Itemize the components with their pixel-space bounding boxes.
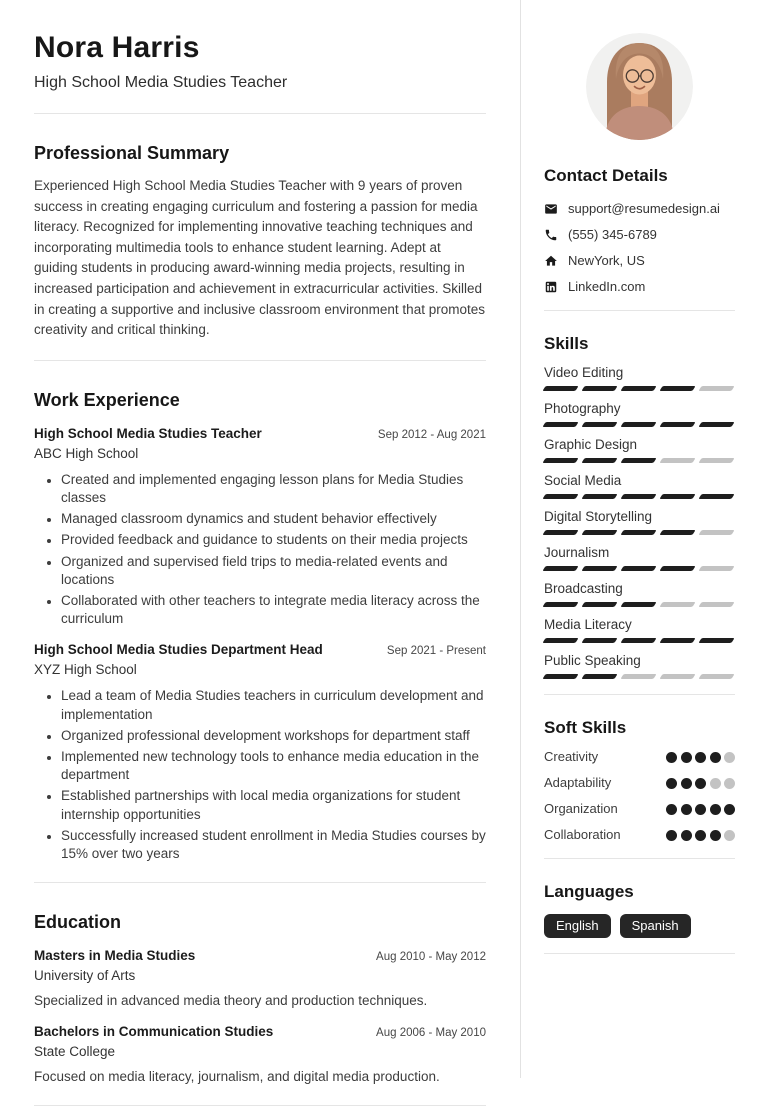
skill-segment-filled [581,602,617,607]
avatar [586,33,693,140]
skill-segment-filled [698,638,734,643]
dot-filled [695,804,706,815]
bullet-item: • Created and implemented engaging lesson plans for Media Studies classes [61,471,486,507]
skill-level-bar [544,530,735,535]
skill-segment-filled [581,530,617,535]
contact-text: (555) 345-6789 [568,227,657,242]
skill-segment-filled [542,386,578,391]
skill-item [544,364,735,391]
education-entry-head [34,1023,486,1041]
bullet-item: • Implemented new technology tools to enhance media education in the department [61,748,486,784]
skill-item [544,616,735,643]
phone-icon [544,228,558,242]
dot-filled [710,804,721,815]
job-company: ABC High School [34,445,139,461]
work-experience-heading: Work Experience [34,389,180,410]
job-company: XYZ High School [34,662,137,678]
divider [544,858,735,859]
skill-segment-filled [542,458,578,463]
job-bullets [34,687,486,863]
soft-skill-item [544,775,735,791]
divider [34,360,486,361]
skill-segment-filled [581,494,617,499]
skill-level-bar [544,602,735,607]
soft-skills-heading: Soft Skills [544,718,627,737]
skill-level-bar [544,674,735,679]
skill-segment-empty [659,674,695,679]
contact-text: LinkedIn.com [568,279,646,294]
skill-segment-filled [581,566,617,571]
summary-text: Experienced High School Media Studies Teacher with 9 years of proven success in creating engaging curriculum and fostering a passion for media literacy. Recognized for implementing innovative teaching techniques and incorporating multimedia tools to enhance student learning. Adept at guiding students in producing award-winning media projects, resulting in increased participation and achievement in extracurricular activities. Skilled in creating a supportive and inclusive classroom environment that promotes creativity and critical thinking. [34,178,485,338]
skill-segment-filled [659,530,695,535]
skill-segment-filled [581,458,617,463]
dot-filled [681,804,692,815]
contact-item[interactable] [544,200,735,217]
skill-segment-filled [542,494,578,499]
skill-name: Digital Storytelling [544,509,653,524]
soft-skill-dots [663,778,736,789]
contact-text: NewYork, US [568,253,645,268]
skill-segment-filled [581,386,617,391]
skills-heading: Skills [544,334,589,353]
bullet-item: • Organized and supervised field trips to media-related events and locations [61,553,486,589]
email-icon [544,202,558,216]
education-list [34,947,486,1086]
skill-segment-filled [698,494,734,499]
skill-name: Broadcasting [544,581,623,596]
education-title: Bachelors in Communication Studies [34,1024,274,1040]
soft-skill-dots [663,804,736,815]
education-dates: Aug 2006 - May 2010 [376,1027,486,1040]
job-dates: Sep 2012 - Aug 2021 [377,428,486,441]
dot-empty [724,752,735,763]
contact-list [544,200,735,295]
skill-segment-empty [620,674,656,679]
language-pill: Spanish [620,914,691,938]
soft-skill-item [544,827,735,843]
dot-empty [724,830,735,841]
soft-skill-dots [663,830,736,841]
job-entry-head [34,425,486,443]
soft-skill-name: Collaboration [544,827,621,842]
skill-item [544,508,735,535]
dot-filled [666,804,677,815]
dot-filled [710,830,721,841]
dot-filled [724,804,735,815]
bullet-item: • Organized professional development workshops for department staff [61,727,486,745]
language-pill: English [544,914,611,938]
divider [34,882,486,883]
skill-segment-filled [581,422,617,427]
languages-list [544,914,735,938]
soft-skill-item [544,749,735,765]
skill-segment-empty [698,566,734,571]
skill-segment-filled [542,422,578,427]
summary-heading: Professional Summary [34,143,230,163]
skill-segment-filled [620,566,656,571]
divider [544,953,735,954]
candidate-name: Nora Harris [34,31,200,64]
skill-name: Video Editing [544,365,624,380]
skill-segment-empty [698,602,734,607]
bullet-item: • Provided feedback and guidance to students on their media projects [61,531,486,549]
skill-level-bar [544,566,735,571]
skill-segment-empty [698,458,734,463]
job-entry [34,641,486,863]
soft-skill-name: Adaptability [544,775,612,790]
skills-list [544,364,735,679]
dot-filled [666,752,677,763]
home-icon [544,254,558,268]
skill-segment-filled [542,566,578,571]
divider [544,310,735,311]
dot-filled [681,778,692,789]
dot-filled [666,830,677,841]
dot-filled [681,752,692,763]
skill-segment-filled [620,530,656,535]
skill-item [544,400,735,427]
education-description: Specialized in advanced media theory and production techniques. [34,993,428,1009]
contact-heading: Contact Details [544,166,668,185]
skill-name: Journalism [544,545,610,560]
dot-filled [666,778,677,789]
contact-item[interactable] [544,226,735,243]
skill-item [544,544,735,571]
education-title: Masters in Media Studies [34,948,196,964]
soft-skill-name: Creativity [544,749,599,764]
skill-name: Public Speaking [544,653,641,668]
skill-segment-filled [620,602,656,607]
bullet-item: • Established partnerships with local media organizations for student internship opportunities [61,787,486,823]
skill-segment-filled [659,494,695,499]
skill-level-bar [544,494,735,499]
skill-level-bar [544,422,735,427]
skill-segment-filled [542,638,578,643]
skill-name: Graphic Design [544,437,638,452]
skill-level-bar [544,458,735,463]
avatar-wrap [544,33,735,140]
job-bullets [34,471,486,629]
skill-segment-filled [698,422,734,427]
dot-filled [695,752,706,763]
work-experience-list [34,425,486,863]
skill-segment-filled [659,422,695,427]
job-title: High School Media Studies Department Head [34,642,323,658]
skill-item [544,652,735,679]
skill-item [544,436,735,463]
job-dates: Sep 2021 - Present [386,645,486,658]
soft-skills-list [544,749,735,843]
skill-segment-filled [581,674,617,679]
sidebar [521,0,768,1078]
skill-segment-filled [542,602,578,607]
bullet-item: • Successfully increased student enrollment in Media Studies courses by 15% over two years [61,827,486,863]
education-dates: Aug 2010 - May 2012 [376,951,486,964]
skill-item [544,472,735,499]
skill-segment-filled [620,458,656,463]
contact-text: support@resumedesign.ai [568,201,720,216]
skill-segment-empty [659,458,695,463]
education-heading: Education [34,912,122,933]
skill-segment-empty [698,674,734,679]
education-entry-head [34,947,486,965]
divider [34,113,486,114]
contact-item[interactable] [544,278,735,295]
bullet-item: • Collaborated with other teachers to integrate media literacy across the curriculum [61,592,486,628]
skill-item [544,580,735,607]
skill-name: Photography [544,401,621,416]
dot-filled [681,830,692,841]
dot-empty [724,778,735,789]
skill-segment-filled [542,674,578,679]
soft-skill-dots [663,752,736,763]
soft-skill-name: Organization [544,801,618,816]
skill-segment-empty [698,530,734,535]
job-title: High School Media Studies Teacher [34,425,262,441]
education-entry [34,947,486,1010]
soft-skill-item [544,801,735,817]
skill-level-bar [544,386,735,391]
job-entry [34,425,486,629]
skill-level-bar [544,638,735,643]
education-description: Focused on media literacy, journalism, and digital media production. [34,1069,440,1085]
job-entry-head [34,641,486,659]
skill-name: Social Media [544,473,622,488]
education-school: University of Arts [34,968,136,984]
skill-segment-filled [620,494,656,499]
skill-segment-filled [659,566,695,571]
skill-segment-filled [659,638,695,643]
dot-empty [710,778,721,789]
skill-segment-filled [581,638,617,643]
bullet-item: • Managed classroom dynamics and student behavior effectively [61,510,486,528]
dot-filled [695,778,706,789]
skill-segment-filled [659,386,695,391]
education-school: State College [34,1044,116,1060]
skill-segment-empty [698,386,734,391]
skill-segment-filled [620,638,656,643]
divider [544,694,735,695]
linkedin-icon [544,280,558,294]
skill-segment-filled [542,530,578,535]
dot-filled [695,830,706,841]
skill-segment-filled [620,386,656,391]
skill-segment-empty [659,602,695,607]
education-entry [34,1023,486,1086]
dot-filled [710,752,721,763]
skill-name: Media Literacy [544,617,632,632]
candidate-title: High School Media Studies Teacher [34,74,288,91]
bullet-item: • Lead a team of Media Studies teachers in curriculum development and implementation [61,687,486,723]
skill-segment-filled [620,422,656,427]
contact-item [544,252,735,269]
languages-heading: Languages [544,882,634,901]
